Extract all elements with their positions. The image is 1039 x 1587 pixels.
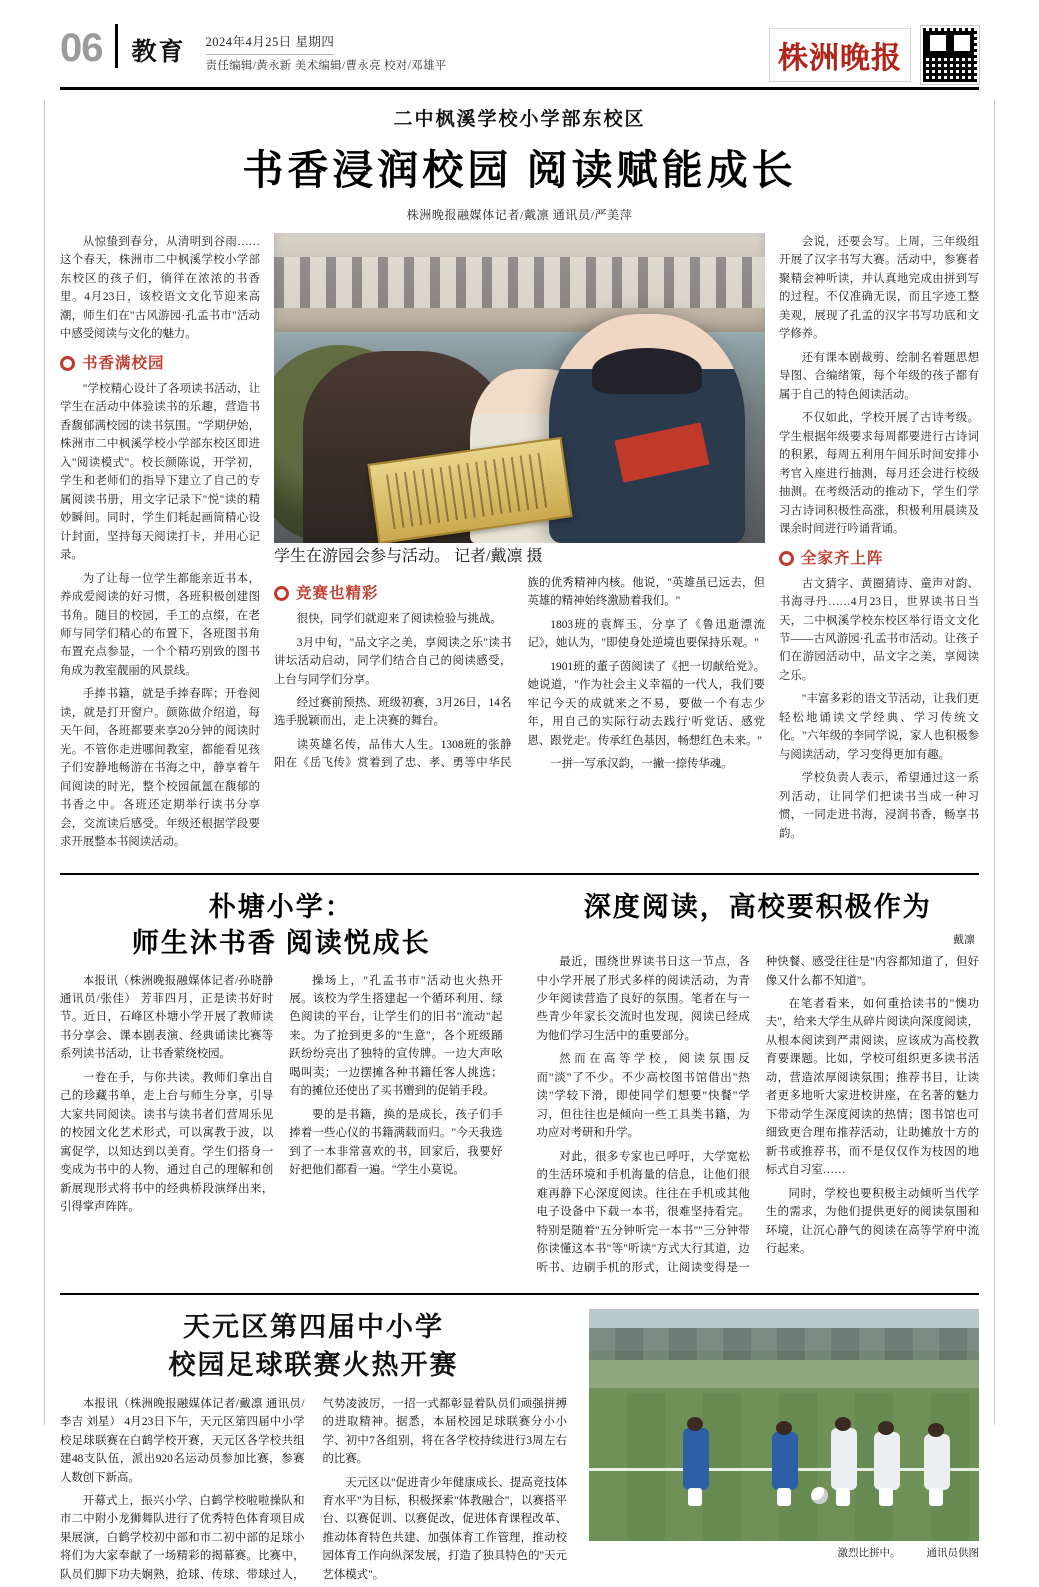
paragraph: 本报讯（株洲晚报融媒体记者/孙晓静 通讯员/张佳） 芳菲四月，正是读书好时节。近日，石峰区朴塘小学开展了教师读书分享会、课本剧表演、经典诵读比赛等系列读书活动，让书香萦绕校园。 — [60, 974, 274, 1061]
story-byline: 戴凛 — [953, 934, 975, 947]
masthead-meta — [206, 24, 769, 76]
story-body — [537, 953, 980, 1277]
subhead-label: 全家齐上阵 — [801, 549, 884, 567]
photo-credit: 记者/戴凛 摄 — [454, 548, 543, 565]
paragraph: 对此，很多专家也已呼吁，大学宽松的生活环境和手机海量的信息，让他们很难再静下心深度阅读。往往在手机或其他电子设备中下载一本书，很难坚持看完。特别是随着"五分钟听完一本书""三分钟带你读懂这本书"等"听读"方式大行其道，边听书、边刷手机的形式，让阅读变得是一种快餐、感受往往是"内容都知道了，但好像又什么都不知道"。 — [536, 956, 979, 1274]
lead-right-column — [779, 233, 979, 857]
paragraph: 同时，学校也要积极主动倾听当代学生的需求，为他们提供更好的阅读氛围和环境，让沉心静气的阅读在高等学府中流行起来。 — [765, 1187, 979, 1256]
lead-center-column — [274, 233, 765, 857]
subhead-label: 竞赛也精彩 — [296, 585, 379, 602]
folio-divider — [115, 24, 118, 68]
lead-story-grid — [60, 233, 979, 857]
story-title — [60, 889, 503, 962]
lead-photo-wrap — [274, 233, 765, 566]
story-title — [60, 1309, 567, 1385]
section-title: 教育 — [131, 38, 186, 66]
dot-marker-icon — [274, 586, 289, 601]
editorial-credits: 责任编辑/黄永新 美术编辑/曹永亮 校对/邓雄平 — [205, 60, 447, 73]
story-title-line1: 朴塘小学： — [208, 891, 354, 922]
section-divider — [60, 1293, 979, 1295]
paragraph: 在笔者看来，如何重拾读书的"懊功夫"，给来大学生从碎片阅读向深度阅读，从根本阅读到严肃阅读，应该成为高校教育要课题。比如，学校可组织更多读书活动，营造浓厚阅读氛围；推荐书目，让读者更多地听大家进校讲座，在名著的魅力下带动学生深度阅读的热情；图书馆也可细致更合理布推荐活动，让助摊放十方的新书或推荐书，而不是仅仅作为枝因的地标式自习室…… — [765, 998, 979, 1177]
paragraph: 手捧书籍，就是手捧春晖；开卷阅读，就是打开窗户。颜陈做介绍道，每天午间，各班都要来享20分钟的阅读时光。不管你走进哪间教室，都能看见孩子们安静地畅游在书海之中，静享着午间阅读的时光，整个校园氤氲在馥郁的书香之中。各班还定期举行读书分享会，交流读后感受。年级还根据学段要求开展整本书阅读活动。 — [60, 688, 260, 849]
middle-stories — [60, 889, 979, 1277]
paragraph: 从惊蛰到春分，从清明到谷雨……这个春天，株洲市二中枫溪学校小学部东校区的孩子们，徜徉在浓浓的书香里。4月23日，该校语文文化节迎来高潮，师生们在"古风游园·孔孟书市"活动中感受阅读与文化的魅力。 — [60, 236, 260, 341]
paragraph: "学校精心设计了各项读书活动，让学生在活动中体验读书的乐趣，营造书香馥郁满校园的读书氛围。"学期伊始，株洲市二中枫溪学校小学部东校区即进入"阅读模式"。校长颜陈说，开学初，学生和老师们的指导下建立了自己的专属阅读书册，用文字记录下"悦"读的精妙瞬间。同时，学生们耗起画筒精心设计封面，坚持每天阅读打卡，并用心记录。 — [60, 382, 260, 562]
paragraph: 3月中旬，"品文字之美，享阅读之乐"读书讲坛活动启动，同学们结合自己的阅读感受，上台与同学们分享。 — [274, 636, 512, 686]
dot-marker-icon — [60, 356, 75, 371]
lead-center-text — [274, 574, 765, 776]
photo-caption: 激烈比拼中。 — [837, 1548, 901, 1560]
story-title-line2: 师生沐书香 阅读悦成长 — [131, 928, 431, 959]
lead-left-column — [60, 233, 260, 857]
subhead-family — [779, 546, 979, 571]
paragraph: "丰富多彩的语文节活动，让我们更轻松地诵读文学经典、学习传统文化。"六年级的李同学说，家人也积极参与阅读活动，学习变得更加有趣。 — [779, 693, 979, 761]
soccer-text-block — [60, 1309, 567, 1587]
dot-marker-icon — [779, 551, 794, 566]
story-soccer-league — [60, 1309, 979, 1587]
paragraph: 一拼一写承汉韵，一撇一捺传华魂。 — [550, 758, 733, 771]
paragraph: 要的是书籍，换的是成长，孩子们手捧着一些心仪的书籍满载而归。"今天我选到了一本非常喜欢的书，回家后，我要好好把他们都看一遍。"学生小莫说。 — [289, 1108, 503, 1177]
story-body — [60, 1395, 567, 1587]
story-body — [60, 972, 503, 1217]
photo-caption: 学生在游园会参与活动。 — [274, 548, 451, 565]
paragraph: 1803班的袁辉玉，分享了《鲁迅逝漂流记》，她认为，"即使身处逆境也要保持乐观。" — [527, 618, 765, 650]
paragraph: 学校负责人表示，希望通过这一系列活动，让同学们把读书当成一种习惯，一同走进书海，浸润书香，畅享书韵。 — [779, 772, 979, 840]
page-rule-left — [44, 100, 45, 1425]
lead-shoulder-title: 二中枫溪学校小学部东校区 — [393, 109, 646, 130]
paragraph: 还有课本剧裁剪、绘制名着题思想导图、合编绪策，每个年级的孩子都有属于自己的特色阅读活动。 — [779, 351, 979, 401]
masthead — [60, 24, 979, 90]
newspaper-nameplate: 株洲晚报 — [769, 28, 911, 82]
nameplate-block — [769, 24, 979, 84]
story-deep-reading — [537, 889, 980, 1277]
story-title-line2: 校园足球联赛火热开赛 — [168, 1349, 459, 1380]
paragraph: 本报讯（株洲晚报融媒体记者/戴凛 通讯员/李吉 刘星） 4月23日下午，天元区第四届中小学校足球联赛在白鹤学校开赛，天元区各学校共组建48支队伍，派出920名运动员参加比赛，参赛人数创下新高。 — [60, 1397, 305, 1484]
paragraph: 古文猜字、黄圈猜诗、童声对韵、书海寻丹……4月23日，世界读书日当天，二中枫溪学校东校区举行语文文化节——古风游园·孔孟书市活动。让孩子们在游园活动中，品文字之美，享阅读之乐。 — [779, 577, 979, 682]
soccer-photo-block — [589, 1309, 979, 1587]
lead-headline: 书香浸润校园 阅读赋能成长 — [242, 147, 797, 193]
qr-code-icon[interactable] — [921, 26, 979, 84]
photo-soccer-match — [589, 1309, 979, 1541]
paragraph: 一卷在手，与你共读。教师们拿出自己的珍藏书单，走上台与师生分享，引导大家共同阅读。读书与读书者们营周乐见的校园文化艺术形式，可以寓教于波，以寓促学，以知达到以美育。学生们搭身一变成为书中的人物，通过自己的理解和创新展现形式将书中的经典桥段演绎出来，引得掌声阵阵。 — [60, 1071, 274, 1214]
page-rule-right — [994, 100, 995, 1425]
subhead-contest — [274, 581, 512, 606]
section-divider — [60, 873, 979, 875]
photo-credit: 通讯员供图 — [926, 1548, 979, 1560]
publication-date: 2024年4月25日 星期四 — [206, 33, 335, 55]
paragraph: 经过赛前预热、班级初赛，3月26日，14名选手脱颖而出，走上决赛的舞台。 — [274, 696, 512, 728]
paragraph: 天元区以"促进青少年健康成长、提高竞技体育水平"为目标，积极探索"体教融合"，以赛搭平台、以赛促训、以赛促改，促进体育课程改革、推动体育特色共建、加强体育工作管理，推动校园体育工作向纵深发展，打造了独具特色的"天元艺体模式"。 — [322, 1476, 567, 1581]
paragraph: 不仅如此，学校开展了古诗考级。学生根据年级要求每周都要进行古诗词的积累，每周五利用午间乐时间安排小考官入座进行抽测，每月还会进行校级抽测。在考级活动的推动下，学生们学习古诗词积极性高涨，积极利用晨读及课余时间进行吟诵背诵。 — [779, 412, 979, 536]
page-folio-number: 06 — [60, 26, 103, 70]
soccer-photo-caption-row — [589, 1541, 979, 1560]
lead-photo-caption-row — [274, 543, 765, 566]
lead-byline: 株洲晚报融媒体记者/戴凛 通讯员/严美萍 — [406, 208, 633, 222]
paragraph: 读英雄名传，品伟大人生。1308班的张静阳在《岳飞传》赏着到了忠、孝、勇等中华民族的优秀精神内核。他说，"英雄虽已远去，但英雄的精神始终激励着我们。" — [274, 577, 765, 770]
subhead-label: 书香满校园 — [82, 354, 165, 372]
paragraph: 操场上，"孔孟书市"活动也火热开展。该校为学生搭建起一个循环利用、绿色阅读的平台，让学生们的旧书"流动"起来。为了抢到更多的"生意"，各个班级踊跃纷纷亮出了独特的宣传牌。一边大声吆喝叫卖；一边摆摊各种书籍任客人挑选；有的摊位还使出了买书赠到的促销手段。 — [289, 974, 503, 1098]
story-title-line1: 天元区第四届中小学 — [183, 1312, 444, 1343]
paragraph: 会说，还要会写。上周，三年级组开展了汉字书写大赛。活动中，参赛者聚精会神听读，并认真地完成由拼到写的过程。不仅准确无误，而且字迹工整美观，展现了孔孟的汉字书写功底和文学修养。 — [779, 236, 979, 341]
paragraph: 为了让每一位学生都能亲近书本，养成爱阅读的好习惯，各班积极创建图书角。随目的校园，手工的点缀，在老师与同学们精心的布置下，各班图书角布置充点参显，一个个精巧别致的图书角成为教室靓丽的风景线。 — [60, 572, 260, 677]
subhead-book-campus — [60, 351, 260, 376]
paragraph: 很快，同学们就迎来了阅读检验与挑战。 — [296, 613, 502, 626]
story-putang-school — [60, 889, 503, 1277]
story-title: 深度阅读，高校要积极作为 — [583, 891, 932, 922]
paragraph: 1901班的董子茵阅读了《把一切献给党》。她说道，"作为社会主义幸福的一代人，我们要牢记今天的成就来之不易，要做一个有志少年，用自己的实际行动去践行'听党话、感党恩、跟党走'。传承红色基因，畅想红色未来。" — [527, 660, 765, 747]
paragraph: 开幕式上，振兴小学、白鹤学校啦啦操队和市二中附小龙狮舞队进行了优秀特色体育项目成果展演，白鹤学校初中部和市二初中部的足球小将们为大家奉献了一场精彩的揭幕赛。比赛中，队员们脚下功夫娴熟，抢球、传球、带球过人，气势凌波厉，一招一式都彰显着队员们顽强拼搏的进取精神。据悉，本届校园足球联赛分小小学、初中7各组别，将在各学校持续进行3周左右的比赛。 — [60, 1397, 567, 1581]
paragraph: 然而在高等学校，阅读氛围反而"淡"了不少。不少高校图书馆借出"热读"学较下滑，即使同学们想要"快餐"学习，但往往也是倾向一些工具类书籍，为功应对考研和升学。 — [536, 1053, 750, 1140]
photo-students-activity — [274, 233, 765, 543]
paragraph: 最近，围绕世界读书日这一节点，各中小学开展了形式多样的阅读活动，为青少年阅读营造了良好的氛围。笔者在与一些青少年家长交流时也发现，阅读已经成为他们学习生活中的重要部分。 — [536, 956, 750, 1042]
